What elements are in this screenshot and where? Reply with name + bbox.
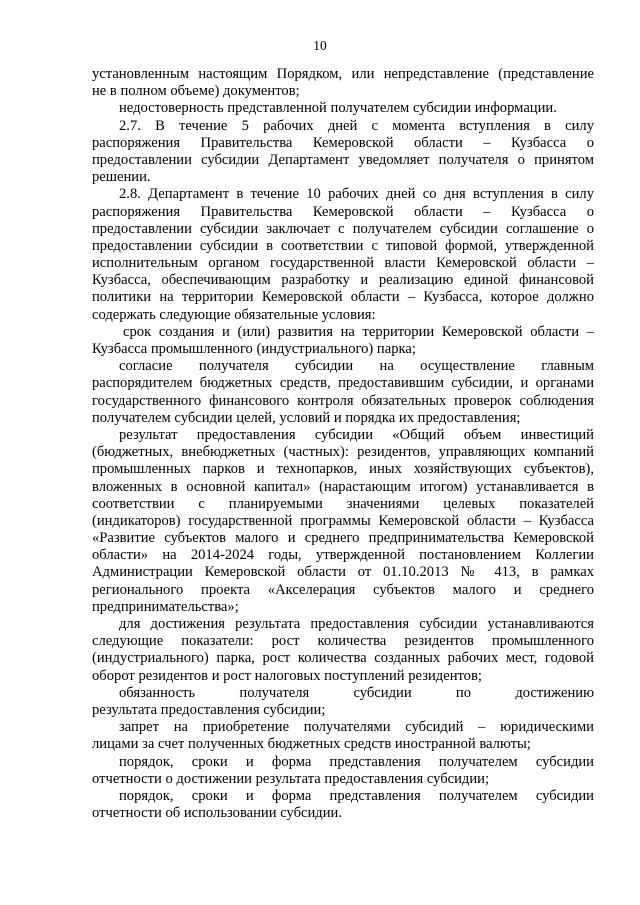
text-line: области» на 2014-2024 годы, утвержденной постановлением Коллегии bbox=[92, 547, 594, 564]
text-line: Кузбасса, обеспечивающим разработку и реализацию единой финансовой bbox=[92, 272, 594, 289]
paragraph bbox=[92, 685, 594, 719]
paragraph bbox=[92, 719, 594, 753]
text-line: отчетности о достижении результата предоставления субсидии; bbox=[92, 770, 490, 787]
text-line: вложенных в основной капитал» (нарастающим итогом) устанавливается в bbox=[92, 478, 594, 495]
text-line: решении. bbox=[92, 169, 151, 186]
text-line: предпринимательства»; bbox=[92, 598, 239, 615]
text-line: исполнительным органом государственной власти Кемеровской области – bbox=[92, 255, 594, 272]
text-line: распорядителем бюджетных средств, предоставившим субсидии, и органами bbox=[92, 375, 594, 392]
text-line: следующие показатели: рост количества резидентов промышленного bbox=[92, 633, 594, 650]
text-line: отчетности об использовании субсидии. bbox=[92, 805, 342, 822]
text-line: для достижения результата предоставления субсидии устанавливаются bbox=[119, 616, 594, 632]
text-line: срок создания и (или) развития на территории Кемеровской области – bbox=[123, 323, 594, 340]
text-line: обязанность получателя субсидии по достижению bbox=[119, 684, 594, 701]
document-body bbox=[92, 66, 594, 822]
text-line: (индикаторов) государственной программы Кемеровской области – Кузбасса bbox=[92, 512, 594, 529]
text-line: промышленных парков и технопарков, иных хозяйствующих субъектов), bbox=[92, 461, 594, 478]
text-line: предоставлении субсидии в соответствии с типовой формой, утвержденной bbox=[92, 237, 594, 254]
text-line: «Развитие субъектов малого и среднего предпринимательства Кемеровской bbox=[92, 530, 594, 547]
text-line: предоставлении субсидии заключает с получателем субсидии соглашение о bbox=[92, 220, 594, 237]
text-line: оборот резидентов и рост налоговых поступлений резидентов; bbox=[92, 667, 482, 684]
text-line: получателем субсидии целей, условий и порядка их предоставления; bbox=[92, 409, 521, 426]
text-line: (индустриального) парка, рост количества созданных рабочих мест, годовой bbox=[92, 650, 594, 667]
paragraph-2-8 bbox=[92, 186, 594, 324]
text-line: порядок, сроки и форма представления получателем субсидии bbox=[119, 787, 594, 804]
paragraph bbox=[92, 754, 594, 788]
text-line: запрет на приобретение получателями субсидий – юридическими bbox=[119, 719, 594, 736]
paragraph bbox=[92, 427, 594, 616]
text-line: регионального проекта «Акселерация субъектов малого и среднего bbox=[92, 581, 594, 598]
paragraph-2-7 bbox=[92, 118, 594, 187]
text-line: Кузбасса промышленного (индустриального) парка; bbox=[92, 341, 416, 357]
text-line: согласие получателя субсидии на осуществление главным bbox=[119, 358, 594, 375]
paragraph bbox=[92, 324, 594, 358]
text-line: 2.8. Департамент в течение 10 рабочих дней со дня вступления в силу bbox=[119, 186, 594, 203]
page-number: 10 bbox=[313, 38, 327, 53]
text-line: 2.7. В течение 5 рабочих дней с момента вступления в силу bbox=[119, 117, 594, 134]
text-line: предоставлении субсидии Департамент уведомляет получателя о принятом bbox=[92, 151, 594, 168]
text-line: результата предоставления субсидии; bbox=[92, 701, 326, 718]
text-line: политики на территории Кемеровской области – Кузбасса, которое должно bbox=[92, 289, 594, 306]
text-line: (бюджетных, внебюджетных (частных): резидентов, управляющих компаний bbox=[92, 444, 594, 461]
text-line: недостоверность представленной получателем субсидии информации. bbox=[119, 100, 557, 117]
paragraph bbox=[92, 616, 594, 685]
text-line: содержать следующие обязательные условия: bbox=[92, 306, 376, 323]
text-line: не в полном объеме) документов; bbox=[92, 83, 300, 100]
text-line: лицами за счет полученных бюджетных средств иностранной валюты; bbox=[92, 736, 531, 753]
paragraph bbox=[92, 100, 594, 117]
text-line: установленным настоящим Порядком, или непредставление (представление bbox=[92, 66, 594, 82]
paragraph bbox=[92, 66, 594, 100]
paragraph bbox=[92, 788, 594, 822]
text-line: Администрации Кемеровской области от 01.10.2013 № 413, в рамках bbox=[92, 564, 594, 581]
text-line: распоряжения Правительства Кемеровской области – Кузбасса о bbox=[92, 134, 594, 151]
text-line: распоряжения Правительства Кемеровской области – Кузбасса о bbox=[92, 203, 594, 220]
text-line: результат предоставления субсидии «Общий объем инвестиций bbox=[119, 426, 594, 443]
paragraph bbox=[92, 358, 594, 427]
text-line: порядок, сроки и форма представления получателем субсидии bbox=[119, 753, 594, 770]
text-line: государственного финансового контроля обязательных проверок соблюдения bbox=[92, 392, 594, 409]
text-line: соответствии с планируемыми значениями целевых показателей bbox=[92, 495, 594, 512]
